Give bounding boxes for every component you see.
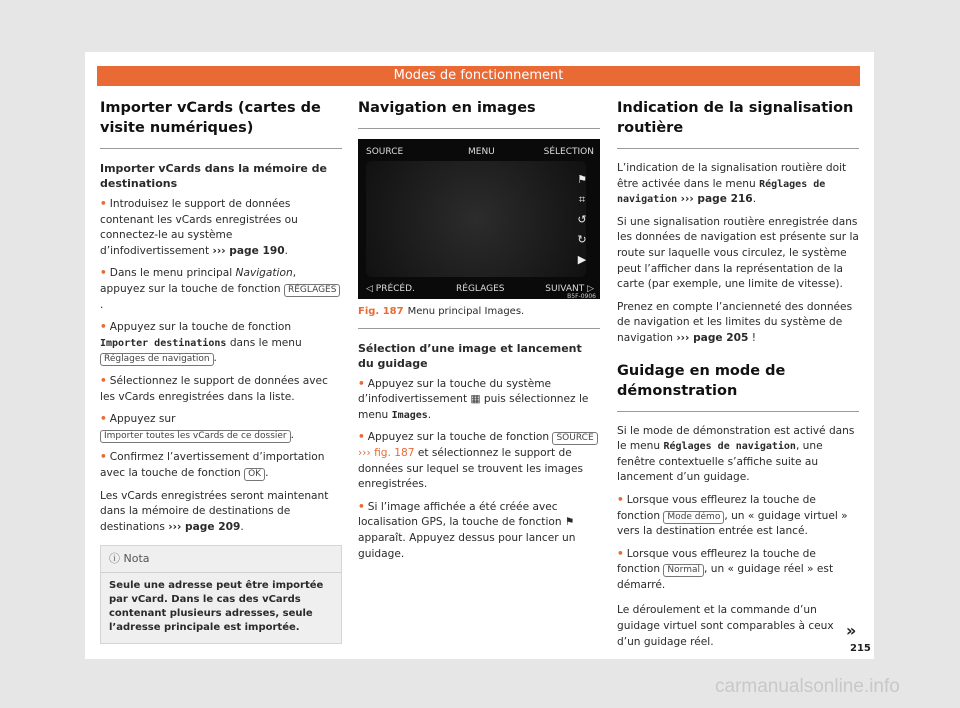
key-mode-demo: Mode démo bbox=[663, 511, 724, 524]
section-header: Modes de fonctionnement bbox=[97, 66, 860, 86]
page-link[interactable]: ››› page 216 bbox=[680, 193, 753, 206]
fit-icon: ⌗ bbox=[578, 193, 586, 206]
continue-mark: » bbox=[846, 621, 857, 640]
page-link[interactable]: ››› page 209 bbox=[168, 520, 241, 533]
bullet-icon: • bbox=[100, 267, 107, 280]
col1-subtitle: Importer vCards dans la mémoire de destinations bbox=[100, 162, 328, 190]
flag-icon: ⚑ bbox=[564, 516, 575, 529]
step-6: • Confirmez l’avertissement d’importation avec la touche de fonction OK . bbox=[100, 451, 325, 479]
fig-source-label: SOURCE bbox=[366, 147, 404, 157]
key-source: SOURCE bbox=[552, 432, 597, 445]
bullet-icon: • bbox=[100, 374, 107, 387]
page-link[interactable]: ››› page 190 bbox=[212, 244, 285, 257]
fig-link[interactable]: ››› fig. 187 bbox=[358, 446, 415, 459]
flag-icon: ⚑ bbox=[577, 173, 587, 186]
column-3 bbox=[617, 96, 859, 657]
bullet-icon: • bbox=[617, 547, 624, 560]
play-icon: ▶ bbox=[577, 253, 587, 266]
fig-reglages-label: RÉGLAGES bbox=[456, 284, 505, 294]
fig-screen bbox=[366, 161, 586, 277]
step-3: • Si l’image affichée a été créée avec localisation GPS, la touche de fonction ⚑ apparaît. Appuyez dessus pour lancer un guidage. bbox=[358, 500, 576, 560]
figure-caption: Fig. 187 Menu principal Images. bbox=[358, 299, 600, 329]
col2-title: Navigation en images bbox=[358, 96, 600, 129]
col3-title2: Guidage en mode de démonstration bbox=[617, 359, 859, 412]
step-1: • Introduisez le support de données contenant les vCards enregistrées ou connectez-le au système d’infodivertissement ››› page 190. bbox=[100, 198, 298, 257]
watermark: carmanualsonline.info bbox=[715, 676, 900, 697]
step-4: • Sélectionnez le support de données avec les vCards enregistrées dans la liste. bbox=[100, 374, 328, 403]
step-3: • Appuyez sur la touche de fonction Importer destinations dans le menu Réglages de navigation . bbox=[100, 321, 302, 365]
fig-next-label: SUIVANT ▷ bbox=[545, 284, 594, 294]
step-2: • Lorsque vous effleurez la touche de fonction Normal , un « guidage réel » est démarré. bbox=[617, 547, 834, 591]
rotate-right-icon: ↻ bbox=[577, 233, 587, 246]
key-normal: Normal bbox=[663, 564, 704, 577]
rotate-left-icon: ↺ bbox=[577, 213, 587, 226]
grid-icon: ▦ bbox=[470, 393, 481, 406]
bullet-icon: • bbox=[617, 493, 624, 506]
bullet-icon: • bbox=[100, 413, 107, 426]
fig-code: B5F-0906 bbox=[567, 293, 596, 300]
column-1 bbox=[100, 96, 342, 644]
col2-subtitle: Sélection d’une image et lancement du guidage bbox=[358, 341, 582, 370]
col1-para: Les vCards enregistrées seront maintenant dans la mémoire de destinations de destinations ››› page 209. bbox=[100, 489, 329, 533]
bullet-icon: • bbox=[100, 451, 107, 464]
fig-prev-label: ◁ PRÉCÉD. bbox=[366, 284, 415, 294]
col3-title: Indication de la signalisation routière bbox=[617, 96, 859, 149]
key-reglages-navigation: Réglages de navigation bbox=[100, 353, 214, 366]
step-2: • Appuyez sur la touche de fonction SOURCE ››› fig. 187 et sélectionnez le support de données sur lequel se trouvent les images enregistrées. bbox=[358, 430, 600, 492]
bullet-icon: • bbox=[100, 321, 107, 334]
step-1: • Appuyez sur la touche du système d’infodivertissement ▦ puis sélectionnez le menu Images. bbox=[358, 377, 589, 421]
note-body: Seule une adresse peut être importée par vCard. Dans le cas des vCards contenant plusieurs adresses, seule l’adresse principale est importée. bbox=[109, 579, 324, 633]
fig-menu-label: MENU bbox=[468, 147, 495, 157]
page-number: 215 bbox=[850, 643, 871, 654]
info-icon: ⓘ bbox=[109, 552, 120, 566]
col3-p2: Si une signalisation routière enregistrée dans les données de navigation est présente sur la route sur laquelle vous circulez, le système peut l’afficher dans la représentation de la carte (par exemple, une limite de vitesse). bbox=[617, 215, 859, 291]
key-reglages: RÉGLAGES bbox=[284, 284, 341, 297]
col3-p4: Si le mode de démonstration est activé dans le menu Réglages de navigation, une fenêtre contextuelle s’affiche suite au lancement d’un guidage. bbox=[617, 424, 855, 484]
bullet-icon: • bbox=[358, 431, 365, 444]
key-ok: OK bbox=[244, 468, 265, 481]
fig-selection-label: SÉLECTION bbox=[543, 147, 594, 157]
col3-p3: Prenez en compte l’ancienneté des données de navigation et les limites du système de navigation ››› page 205 ! bbox=[617, 300, 853, 344]
step-2: • Dans le menu principal Navigation, appuyez sur la touche de fonction RÉGLAGES. bbox=[100, 266, 342, 313]
col3-p1: L’indication de la signalisation routière doit être activée dans le menu Réglages de navigation ››› page 216. bbox=[617, 162, 847, 206]
note-header: ⓘ Nota bbox=[101, 546, 341, 573]
bullet-icon: • bbox=[358, 500, 365, 513]
col3-p5: Le déroulement et la commande d’un guidage virtuel sont comparables à ceux d’un guidage réel. bbox=[617, 604, 834, 648]
step-5: • Appuyez sur Importer toutes les vCards de ce dossier . bbox=[100, 413, 295, 441]
figure-187 bbox=[358, 139, 600, 299]
key-importer: Importer toutes les vCards de ce dossier bbox=[100, 430, 291, 443]
page-link[interactable]: ››› page 205 bbox=[676, 331, 749, 344]
bullet-icon: • bbox=[100, 198, 107, 210]
col1-title: Importer vCards (cartes de visite numériques) bbox=[100, 96, 342, 149]
column-2 bbox=[358, 96, 600, 569]
step-1: • Lorsque vous effleurez la touche de fonction Mode démo , un « guidage virtuel » vers la destination entrée est lancé. bbox=[617, 493, 848, 538]
note-box bbox=[100, 545, 342, 644]
bullet-icon: • bbox=[358, 377, 365, 390]
